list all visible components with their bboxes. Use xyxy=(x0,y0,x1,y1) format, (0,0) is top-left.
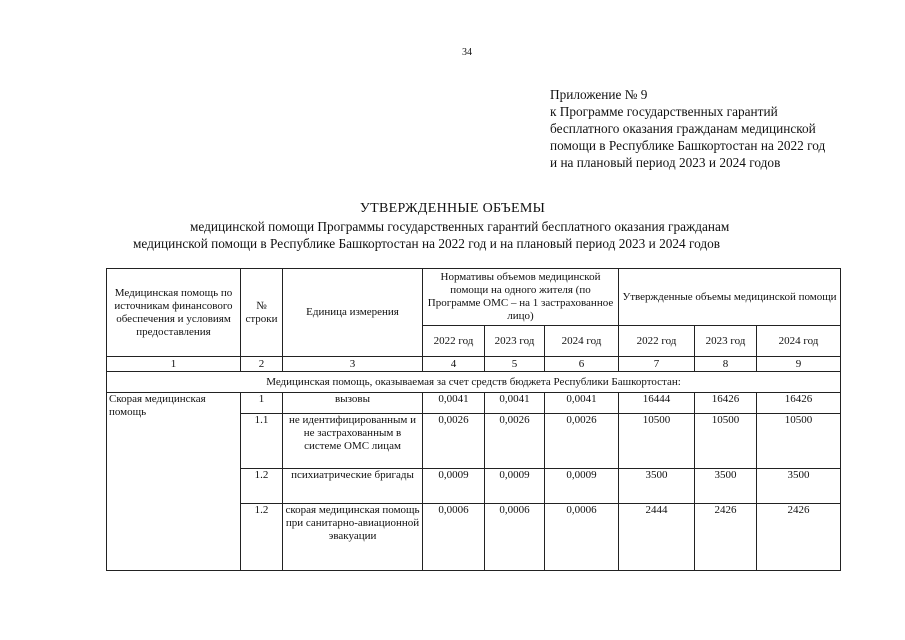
norm-cell: 0,0006 xyxy=(485,504,545,571)
volume-cell: 2426 xyxy=(757,504,841,571)
header-year: 2023 год xyxy=(485,326,545,357)
column-number: 2 xyxy=(241,357,283,372)
header-unit: Единица измерения xyxy=(283,269,423,357)
header-year: 2024 год xyxy=(757,326,841,357)
volume-cell: 16426 xyxy=(757,393,841,414)
header-source: Медицинская помощь по источникам финансового обеспечения и условиям предоставления xyxy=(107,269,241,357)
title-line: медицинской помощи в Республике Башкортостан на 2022 год и на плановый период 2023 и 2024 годов xyxy=(133,236,721,251)
norm-cell: 0,0026 xyxy=(485,414,545,469)
column-number: 4 xyxy=(423,357,485,372)
column-number: 5 xyxy=(485,357,545,372)
norm-cell: 0,0006 xyxy=(545,504,619,571)
page-number: 34 xyxy=(462,47,472,58)
norm-cell: 0,0041 xyxy=(545,393,619,414)
norm-cell: 0,0009 xyxy=(485,469,545,504)
appendix-block xyxy=(550,86,825,171)
column-number: 6 xyxy=(545,357,619,372)
title-line: медицинской помощи Программы государственных гарантий бесплатного оказания гражданам xyxy=(190,219,730,234)
norm-cell: 0,0026 xyxy=(423,414,485,469)
volume-cell: 2426 xyxy=(695,504,757,571)
header-row-no: № строки xyxy=(241,269,283,357)
volume-cell: 3500 xyxy=(695,469,757,504)
column-number: 9 xyxy=(757,357,841,372)
appendix-line: и на плановый период 2023 и 2024 годов xyxy=(550,155,781,170)
volume-cell: 3500 xyxy=(757,469,841,504)
norm-cell: 0,0006 xyxy=(423,504,485,571)
header-year: 2024 год xyxy=(545,326,619,357)
header-year: 2023 год xyxy=(695,326,757,357)
unit-cell: скорая медицинская помощь при санитарно-авиационной эвакуации xyxy=(283,504,423,571)
header-year: 2022 год xyxy=(423,326,485,357)
title-line: УТВЕРЖДЕННЫЕ ОБЪЕМЫ xyxy=(359,201,546,216)
volume-cell: 10500 xyxy=(695,414,757,469)
unit-cell: психиатрические бригады xyxy=(283,469,423,504)
column-number: 3 xyxy=(283,357,423,372)
volume-cell: 3500 xyxy=(619,469,695,504)
appendix-line: Приложение № 9 xyxy=(550,87,648,102)
header-norms: Нормативы объемов медицинской помощи на одного жителя (по Программе ОМС – на 1 застрахованное лицо) xyxy=(423,269,619,326)
row-number: 1.2 xyxy=(241,504,283,571)
volume-cell: 2444 xyxy=(619,504,695,571)
norm-cell: 0,0026 xyxy=(545,414,619,469)
header-year: 2022 год xyxy=(619,326,695,357)
appendix-line: бесплатного оказания гражданам медицинской xyxy=(550,121,816,136)
norm-cell: 0,0041 xyxy=(485,393,545,414)
volume-cell: 10500 xyxy=(757,414,841,469)
row-number: 1.1 xyxy=(241,414,283,469)
volume-cell: 16444 xyxy=(619,393,695,414)
volumes-table xyxy=(106,268,841,571)
column-number: 7 xyxy=(619,357,695,372)
norm-cell: 0,0009 xyxy=(545,469,619,504)
row-number: 1 xyxy=(241,393,283,414)
appendix-line: помощи в Республике Башкортостан на 2022 год xyxy=(550,138,826,153)
norm-cell: 0,0041 xyxy=(423,393,485,414)
unit-cell: вызовы xyxy=(283,393,423,414)
group-label: Скорая медицинская помощь xyxy=(107,393,241,571)
section-title: Медицинская помощь, оказываемая за счет средств бюджета Республики Башкортостан: xyxy=(107,372,841,393)
column-number: 1 xyxy=(107,357,241,372)
norm-cell: 0,0009 xyxy=(423,469,485,504)
volume-cell: 10500 xyxy=(619,414,695,469)
unit-cell: не идентифицированным и не застрахованным в системе ОМС лицам xyxy=(283,414,423,469)
column-number: 8 xyxy=(695,357,757,372)
row-number: 1.2 xyxy=(241,469,283,504)
volume-cell: 16426 xyxy=(695,393,757,414)
appendix-line: к Программе государственных гарантий xyxy=(550,104,778,119)
header-approved: Утвержденные объемы медицинской помощи xyxy=(619,269,841,326)
